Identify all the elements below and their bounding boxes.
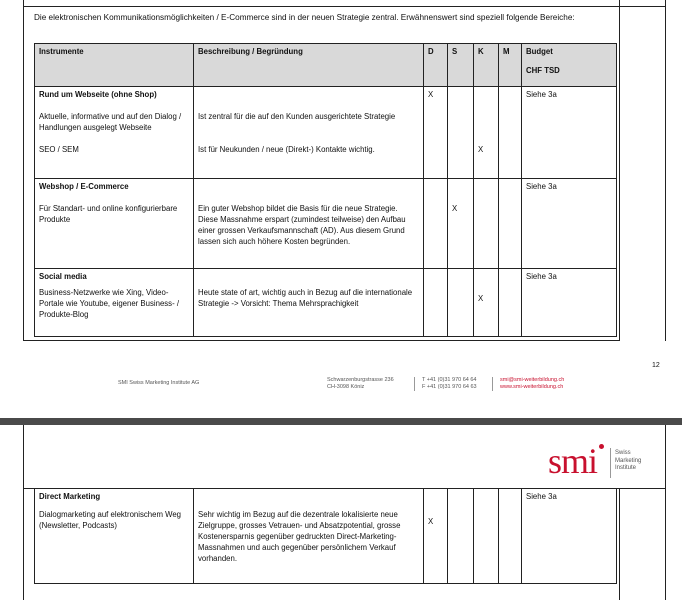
description-cell (194, 87, 424, 179)
description-text: Heute state of art, wichtig auch in Bezug auf die internationale Strategie -> Vorsicht: Thema Mehrsprachigkeit (198, 288, 413, 308)
mark-x: X (478, 145, 484, 154)
logo-line: Marketing (615, 457, 642, 464)
logo-line: Swiss (615, 450, 631, 456)
footer-address (327, 377, 394, 391)
s-cell (448, 489, 474, 584)
footer-city: CH-3098 Köniz (327, 384, 365, 390)
instrument-cell (35, 179, 194, 269)
page-inner-edge (619, 488, 620, 600)
d-cell (424, 269, 448, 337)
k-cell (474, 269, 499, 337)
d-cell (424, 87, 448, 179)
footer-contact (500, 377, 564, 391)
header-k: K (474, 44, 499, 87)
s-cell (448, 179, 474, 269)
instruments-table (34, 43, 617, 337)
budget-label: Budget (526, 47, 553, 56)
mark-x: X (452, 204, 458, 213)
page-edge (665, 0, 666, 341)
header-description: Beschreibung / Begründung (194, 44, 424, 87)
logo-wordmark: smi (548, 441, 598, 481)
m-cell (499, 87, 522, 179)
header-d: D (424, 44, 448, 87)
header-s: S (448, 44, 474, 87)
description-cell (194, 489, 424, 584)
instrument-cell (35, 269, 194, 337)
footer-email-link[interactable]: smi@smi-weiterbildung.ch (500, 377, 565, 383)
description-text: Ein guter Webshop bildet die Basis für die neue Strategie. Diese Massnahme erspart (zumindest teilweise) den Aufbau einer grossen Verkaufsmannschaft (AD). Aus diesem Grund lassen sich auch höhere Kosten begründen. (198, 204, 406, 246)
budget-cell: Siehe 3a (522, 269, 617, 337)
description-text: Sehr wichtig im Bezug auf die dezentrale lokalisierte neue Zielgruppe, grosses Vetrauen- und Absatzpotential, grosse Kostenersparnis gegenüber gedruckten Direct-Marketing-Massnahmen und auch gegenüber persönlichem Verkauf vorhanden. (198, 510, 401, 563)
d-cell (424, 179, 448, 269)
mark-x: X (428, 517, 434, 526)
page-separator (0, 418, 682, 425)
m-cell (499, 269, 522, 337)
d-cell (424, 489, 448, 584)
description-cell (194, 179, 424, 269)
m-cell (499, 179, 522, 269)
logo-subtitle (615, 450, 655, 473)
budget-cell: Siehe 3a (522, 179, 617, 269)
row-title: Direct Marketing (39, 492, 101, 501)
description-text: Ist zentral für die auf den Kunden ausgerichtete Strategie (198, 112, 396, 121)
s-cell (448, 269, 474, 337)
footer-street: Schwarzenburgstrasse 236 (327, 377, 394, 383)
mark-x: X (428, 90, 434, 99)
k-cell (474, 179, 499, 269)
logo-line: Institute (615, 465, 637, 471)
instruments-table-continued (34, 488, 617, 584)
s-cell (448, 87, 474, 179)
footer-web-link[interactable]: www.smi-weiterbildung.ch (500, 384, 564, 390)
footer-fax: F +41 (0)31 970 64 63 (422, 384, 477, 390)
currency-label: CHF TSD (526, 66, 560, 75)
logo-divider (610, 448, 611, 478)
row-title: Webshop / E-Commerce (39, 182, 129, 191)
logo-dot (599, 444, 604, 449)
header-m: M (499, 44, 522, 87)
section-divider (23, 6, 666, 7)
mark-x: X (478, 294, 484, 303)
k-cell (474, 87, 499, 179)
page-edge (23, 425, 24, 600)
description-cell (194, 269, 424, 337)
budget-cell: Siehe 3a (522, 87, 617, 179)
description-text: Ist für Neukunden / neue (Direkt-) Kontakte wichtig. (198, 145, 375, 154)
row-title: Social media (39, 272, 87, 281)
page-edge (665, 425, 666, 600)
m-cell (499, 489, 522, 584)
table-row (35, 269, 617, 337)
instrument-text: Aktuelle, informative und auf den Dialog / Handlungen ausgelegt Webseite (39, 112, 182, 132)
instrument-text: SEO / SEM (39, 145, 79, 154)
footer-institute: SMI Swiss Marketing Institute AG (118, 380, 200, 386)
instrument-text: Für Standart- und online konfigurierbare Produkte (39, 204, 178, 224)
row-title: Rund um Webseite (ohne Shop) (39, 90, 157, 99)
page-number: 12 (652, 362, 660, 369)
instrument-cell (35, 489, 194, 584)
footer-divider (492, 377, 493, 391)
intro-paragraph: Die elektronischen Kommunikationsmöglichkeiten / E-Commerce sind in der neuen Strategie zentral. Erwähnenswert sind speziell folgende Bereiche: (34, 13, 575, 22)
instrument-text: Business-Netzwerke wie Xing, Video-Portale wie Youtube, eigener Business- / Produkte-Blog (39, 288, 180, 319)
header-budget (522, 44, 617, 87)
footer-phone (422, 377, 477, 391)
footer-tel: T +41 (0)31 970 64 64 (422, 377, 477, 383)
table-row (35, 489, 617, 584)
table-row (35, 87, 617, 179)
instrument-cell (35, 87, 194, 179)
k-cell (474, 489, 499, 584)
table-row (35, 179, 617, 269)
header-instrument: Instrumente (35, 44, 194, 87)
instrument-text: Dialogmarketing auf elektronischem Weg (Newsletter, Podcasts) (39, 510, 181, 530)
budget-cell: Siehe 3a (522, 489, 617, 584)
table-header-row (35, 44, 617, 87)
footer-divider (414, 377, 415, 391)
